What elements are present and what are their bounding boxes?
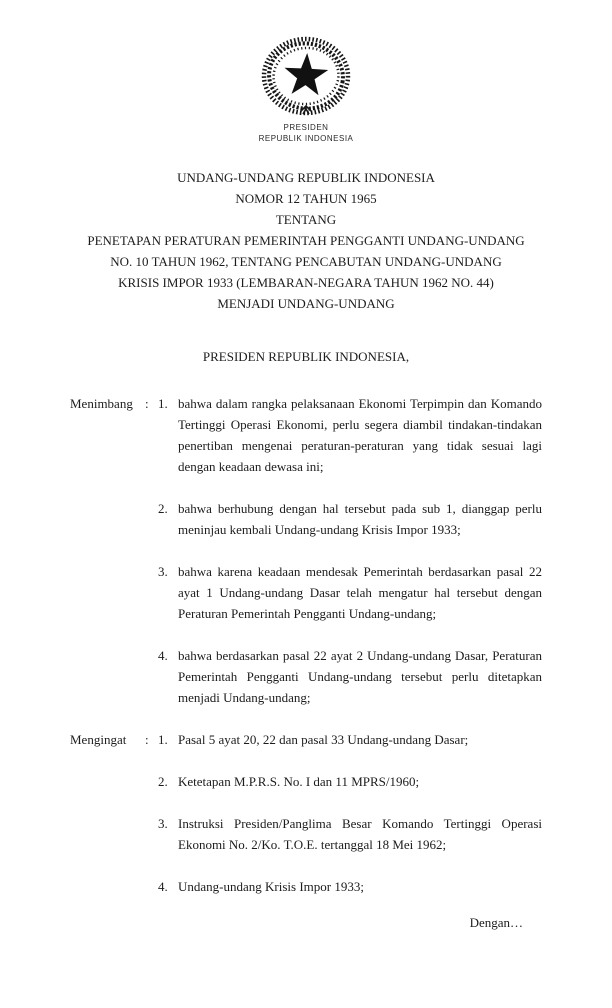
- section-label: Mengingat: [70, 732, 127, 747]
- item-number: 1.: [158, 732, 168, 747]
- presidential-seal: [0, 0, 612, 144]
- list-item: [158, 771, 542, 792]
- title-line: TENTANG: [275, 212, 337, 227]
- item-number: 1.: [158, 396, 168, 411]
- seal-caption-line1: PRESIDEN: [283, 123, 329, 132]
- list-item: [158, 498, 542, 540]
- item-text: bahwa karena keadaan mendesak Pemerintah berdasarkan pasal 22 ayat 1 Undang-undang Dasar telah mengatur hal tersebut dengan Peraturan Pemerintah Pengganti Undang-undang;: [178, 564, 542, 621]
- title-line: KRISIS IMPOR 1933 (LEMBARAN-NEGARA TAHUN 1962 NO. 44): [118, 275, 494, 290]
- item-text: bahwa berhubung dengan hal tersebut pada sub 1, dianggap perlu meninjau kembali Undang-undang Krisis Impor 1933;: [178, 501, 542, 537]
- title-line: PENETAPAN PERATURAN PEMERINTAH PENGGANTI UNDANG-UNDANG: [87, 233, 525, 248]
- list-item: [158, 876, 542, 897]
- document-title: [0, 167, 612, 314]
- salutation: PRESIDEN REPUBLIK INDONESIA,: [202, 349, 410, 364]
- list-item: [158, 561, 542, 624]
- section-colon: :: [145, 732, 149, 747]
- title-line: NOMOR 12 TAHUN 1965: [235, 191, 377, 206]
- item-number: 2.: [158, 774, 168, 789]
- section-colon: :: [145, 396, 149, 411]
- item-text: bahwa dalam rangka pelaksanaan Ekonomi Terpimpin dan Komando Tertinggi Operasi Ekonomi, perlu segera diambil tindakan-tindakan penertiban mengenai peraturan-peraturan yang tidak sesuai lagi dengan keadaan dewasa ini;: [178, 396, 542, 474]
- document-body: [0, 393, 612, 918]
- seal-caption: [0, 122, 612, 144]
- list-item: [158, 645, 542, 708]
- catchword: Dengan…: [469, 915, 523, 930]
- section-menimbang: [70, 393, 542, 729]
- title-line: NO. 10 TAHUN 1962, TENTANG PENCABUTAN UNDANG-UNDANG: [110, 254, 502, 269]
- item-number: 2.: [158, 501, 168, 516]
- item-number: 4.: [158, 648, 168, 663]
- list-item: [158, 813, 542, 855]
- item-number: 3.: [158, 816, 168, 831]
- item-number: 3.: [158, 564, 168, 579]
- section-label: Menimbang: [70, 396, 133, 411]
- item-text: Undang-undang Krisis Impor 1933;: [178, 879, 364, 894]
- section-items: [158, 729, 542, 918]
- section-mengingat: [70, 729, 542, 918]
- item-text: Ketetapan M.P.R.S. No. I dan 11 MPRS/1960;: [178, 774, 420, 789]
- seal-caption-line2: REPUBLIK INDONESIA: [258, 134, 354, 143]
- star-wreath-emblem-icon: [258, 36, 354, 120]
- item-number: 4.: [158, 879, 168, 894]
- list-item: [158, 729, 542, 750]
- item-text: Pasal 5 ayat 20, 22 dan pasal 33 Undang-undang Dasar;: [178, 732, 469, 747]
- list-item: [158, 393, 542, 477]
- title-line: MENJADI UNDANG-UNDANG: [217, 296, 395, 311]
- title-line: UNDANG-UNDANG REPUBLIK INDONESIA: [177, 170, 435, 185]
- item-text: bahwa berdasarkan pasal 22 ayat 2 Undang-undang Dasar, Peraturan Pemerintah Pengganti Undang-undang tersebut perlu ditetapkan menjadi Undang-undang;: [178, 648, 542, 705]
- section-items: [158, 393, 542, 729]
- item-text: Instruksi Presiden/Panglima Besar Komando Tertinggi Operasi Ekonomi No. 2/Ko. T.O.E. tertanggal 18 Mei 1962;: [178, 816, 542, 852]
